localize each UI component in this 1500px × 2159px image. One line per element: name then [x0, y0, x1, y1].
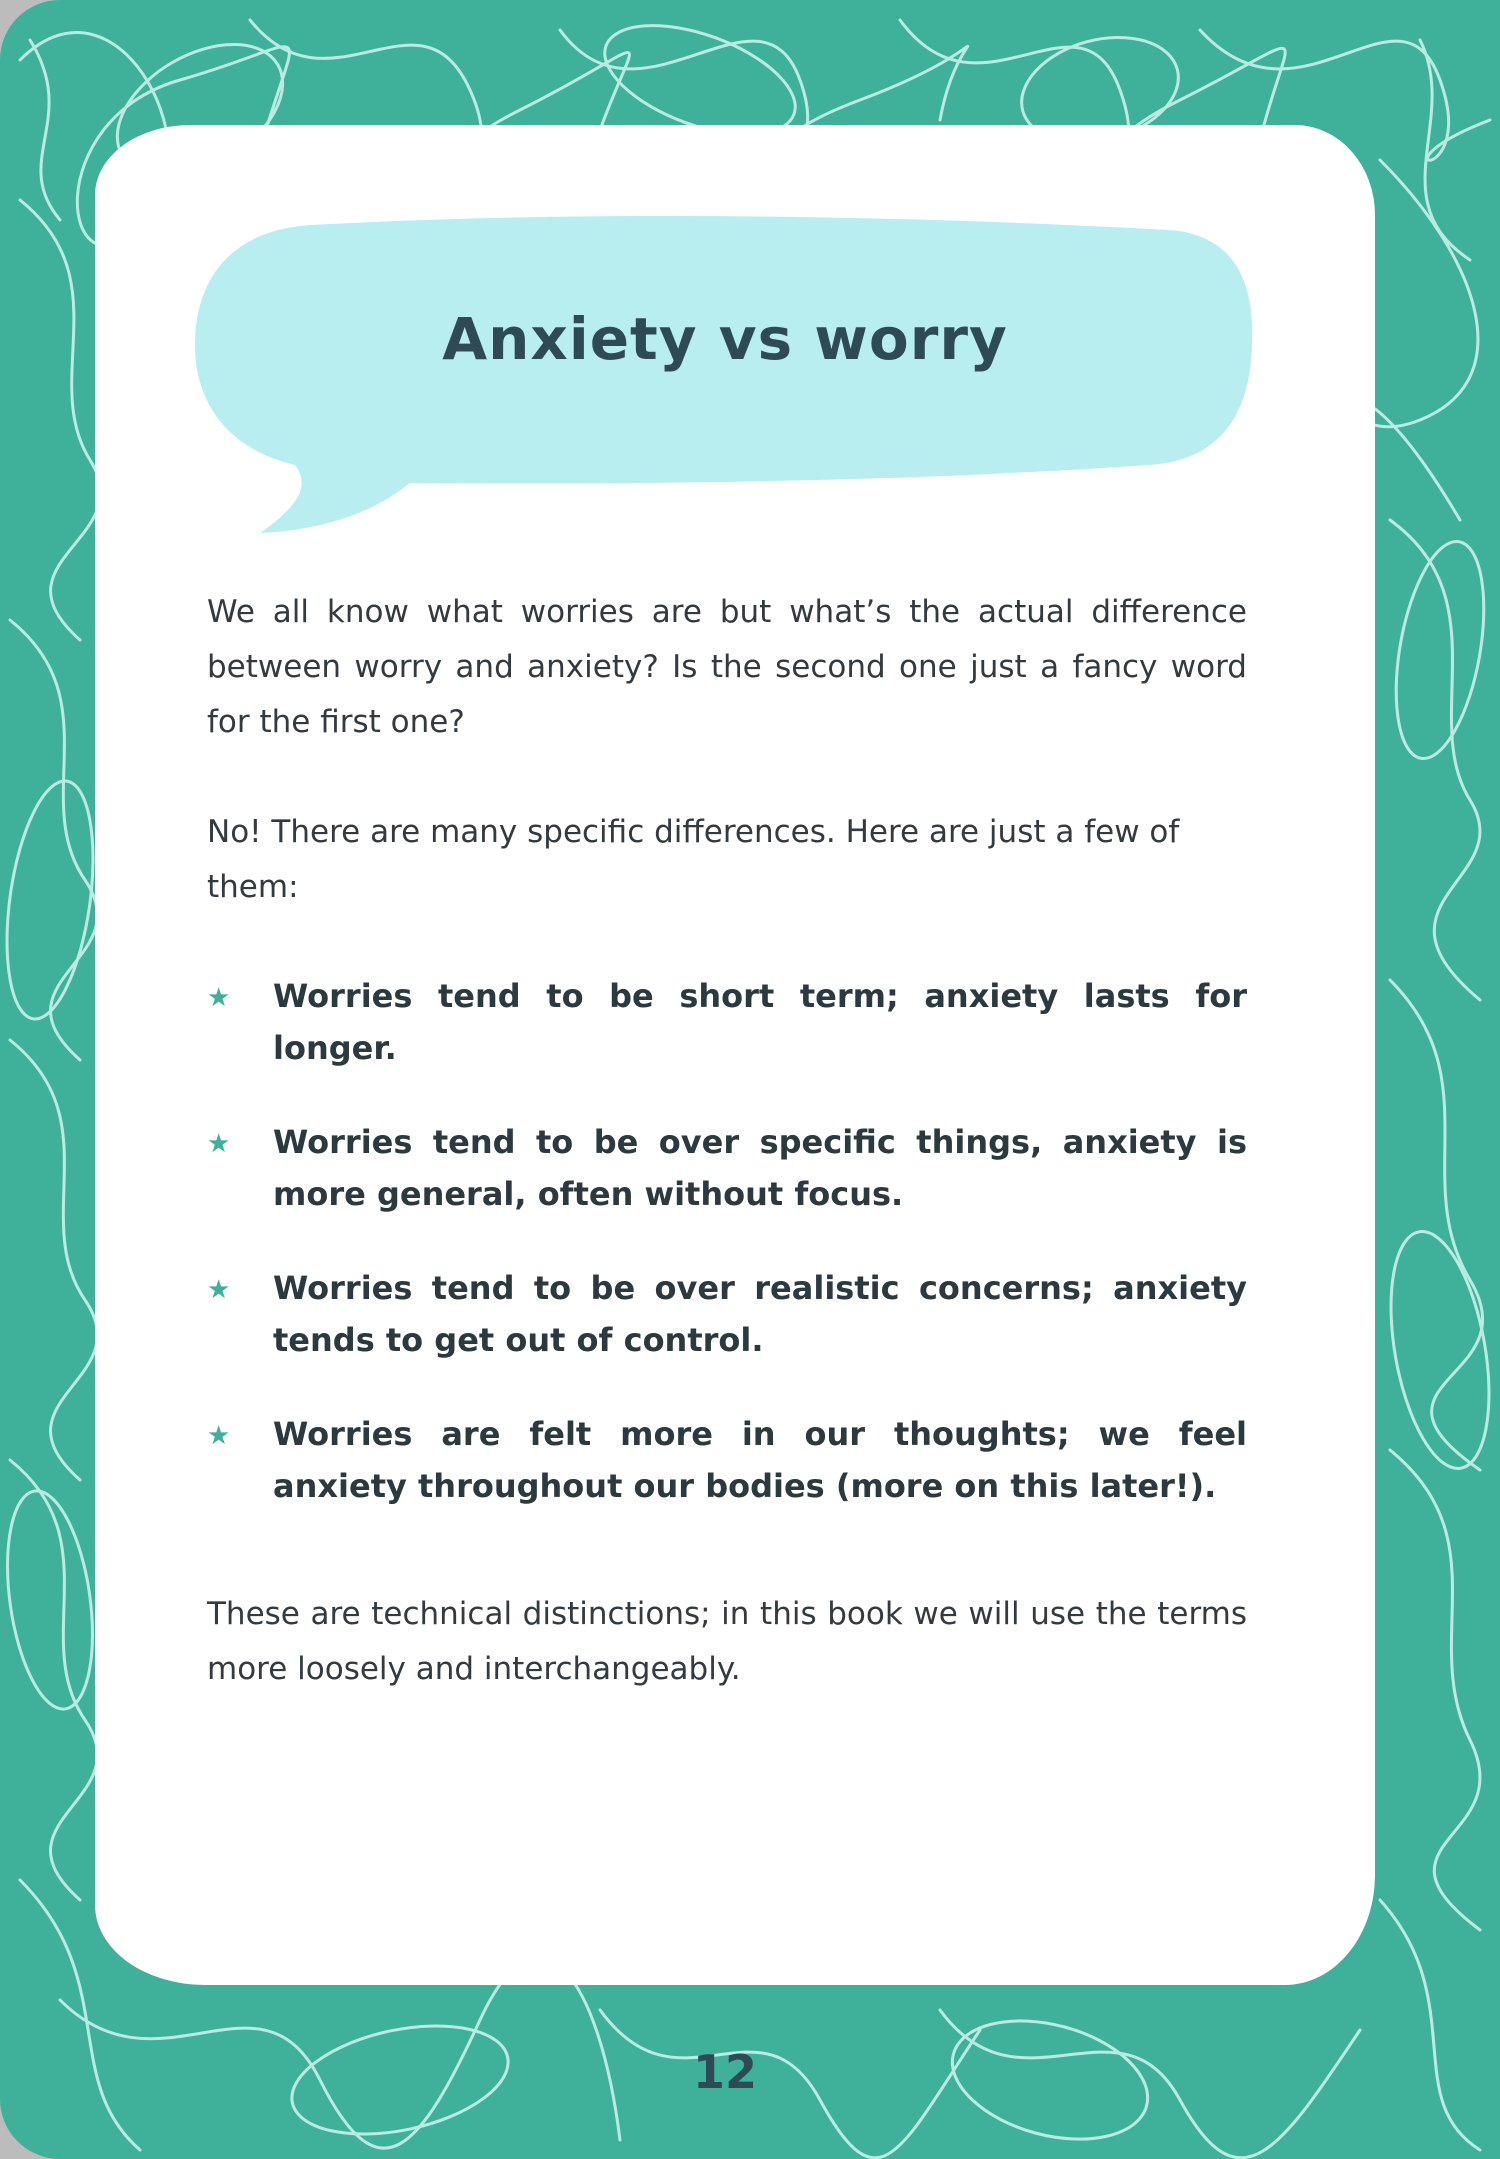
- intro-paragraph: We all know what worries are but what’s the actual difference between worry and anxiety? Is the second one just a fancy word for the first one?: [207, 594, 1247, 740]
- differences-list: [207, 970, 1247, 1512]
- star-icon: ★: [207, 1421, 231, 1451]
- list-item-text: Worries tend to be short term; anxiety lasts for longer.: [273, 977, 1247, 1067]
- page-body: [207, 585, 1247, 1697]
- star-icon: ★: [207, 1129, 231, 1159]
- list-item: [207, 970, 1247, 1074]
- page-number: 12: [692, 2045, 757, 2099]
- speech-bubble-shape: [190, 215, 1260, 535]
- star-icon: ★: [207, 1275, 231, 1305]
- list-item: [207, 1116, 1247, 1220]
- page-title: Anxiety vs worry: [442, 305, 1008, 373]
- star-icon: ★: [207, 983, 231, 1013]
- title-speech-bubble: [190, 215, 1260, 535]
- intro-paragraph-2: No! There are many specific differences. Here are just a few of them:: [207, 814, 1180, 905]
- list-item-text: Worries are felt more in our thoughts; we feel anxiety throughout our bodies (more on this later!).: [273, 1415, 1247, 1505]
- list-item: [207, 1408, 1247, 1512]
- closing-paragraph: These are technical distinctions; in this book we will use the terms more loosely and interchangeably.: [207, 1596, 1247, 1687]
- list-item-text: Worries tend to be over realistic concerns; anxiety tends to get out of control.: [273, 1269, 1247, 1359]
- list-item-text: Worries tend to be over specific things, anxiety is more general, often without focus.: [273, 1123, 1247, 1213]
- list-item: [207, 1262, 1247, 1366]
